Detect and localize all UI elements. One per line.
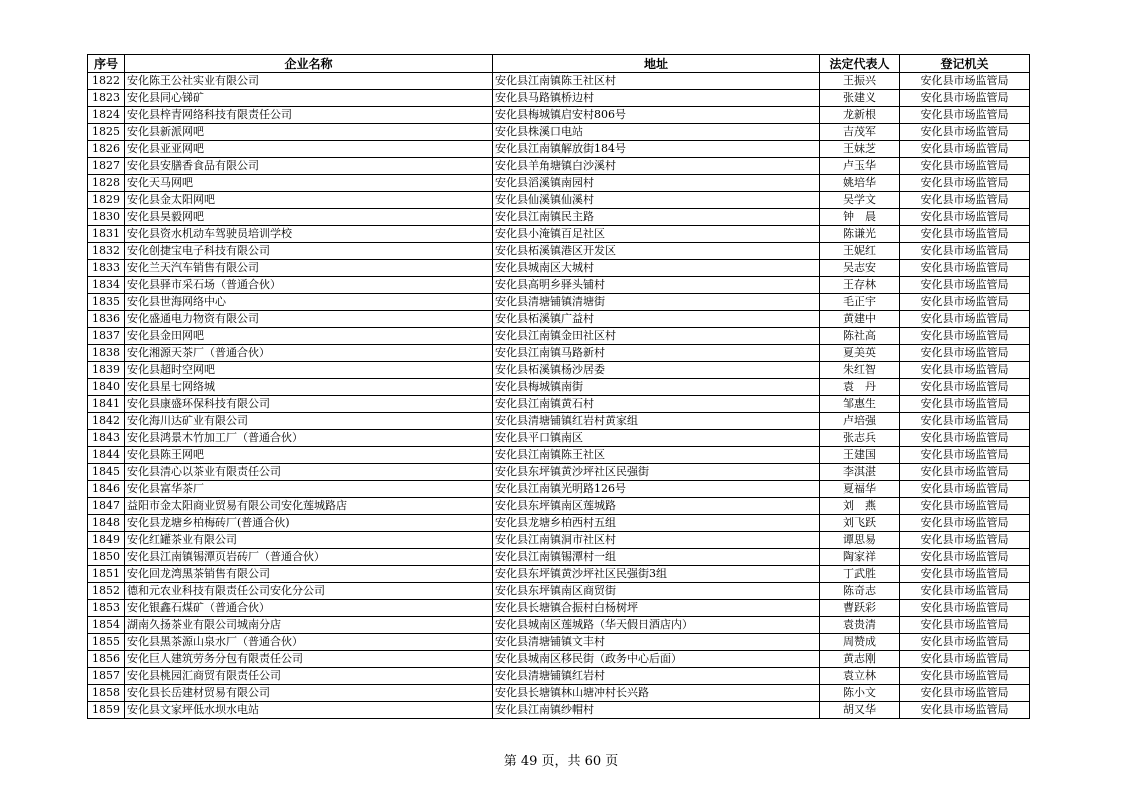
- table-row: [88, 566, 1030, 583]
- legal-representative-cell: 刘飞跃: [820, 515, 900, 532]
- registration-authority-cell: 安化县市场监管局: [900, 651, 1030, 668]
- table-row: [88, 583, 1030, 600]
- address-cell: 安化县江南镇民主路: [493, 209, 820, 226]
- enterprise-name-cell: 安化县陈王网吧: [125, 447, 493, 464]
- enterprise-name-cell: 安化县驿市采石场（普通合伙）: [125, 277, 493, 294]
- address-cell: 安化县江南镇锡潭村一组: [493, 549, 820, 566]
- enterprise-name-cell: 湖南久扬茶业有限公司城南分店: [125, 617, 493, 634]
- legal-representative-cell: 卢培强: [820, 413, 900, 430]
- registration-authority-cell: 安化县市场监管局: [900, 634, 1030, 651]
- enterprise-name-cell: 安化县梓青网络科技有限责任公司: [125, 107, 493, 124]
- address-cell: 安化县株溪口电站: [493, 124, 820, 141]
- address-cell: 安化县江南镇马路新村: [493, 345, 820, 362]
- row-number-cell: 1838: [88, 345, 125, 362]
- row-number-cell: 1833: [88, 260, 125, 277]
- row-number-cell: 1848: [88, 515, 125, 532]
- registration-authority-cell: 安化县市场监管局: [900, 464, 1030, 481]
- address-cell: 安化县清塘铺镇红岩村: [493, 668, 820, 685]
- registration-authority-cell: 安化县市场监管局: [900, 294, 1030, 311]
- row-number-cell: 1853: [88, 600, 125, 617]
- legal-representative-cell: 李淇湛: [820, 464, 900, 481]
- address-cell: 安化县仙溪镇仙溪村: [493, 192, 820, 209]
- table-row: [88, 226, 1030, 243]
- address-cell: 安化县城南区莲城路（华天假日酒店内）: [493, 617, 820, 634]
- row-number-cell: 1851: [88, 566, 125, 583]
- table-row: [88, 634, 1030, 651]
- legal-representative-cell: 刘 燕: [820, 498, 900, 515]
- table-row: [88, 141, 1030, 158]
- address-cell: 安化县滔溪镇南园村: [493, 175, 820, 192]
- header-rep: 法定代表人: [820, 55, 900, 73]
- row-number-cell: 1828: [88, 175, 125, 192]
- legal-representative-cell: 黄志刚: [820, 651, 900, 668]
- table-row: [88, 379, 1030, 396]
- table-row: [88, 396, 1030, 413]
- row-number-cell: 1822: [88, 73, 125, 90]
- registration-authority-cell: 安化县市场监管局: [900, 175, 1030, 192]
- enterprise-name-cell: 安化县江南镇锡潭页岩砖厂（普通合伙）: [125, 549, 493, 566]
- registration-authority-cell: 安化县市场监管局: [900, 600, 1030, 617]
- table-row: [88, 515, 1030, 532]
- legal-representative-cell: 丁武胜: [820, 566, 900, 583]
- registration-authority-cell: 安化县市场监管局: [900, 617, 1030, 634]
- legal-representative-cell: 王建国: [820, 447, 900, 464]
- table-row: [88, 685, 1030, 702]
- table-row: [88, 481, 1030, 498]
- registration-authority-cell: 安化县市场监管局: [900, 192, 1030, 209]
- legal-representative-cell: 夏美英: [820, 345, 900, 362]
- legal-representative-cell: 袁 丹: [820, 379, 900, 396]
- row-number-cell: 1823: [88, 90, 125, 107]
- address-cell: 安化县江南镇洞市社区村: [493, 532, 820, 549]
- address-cell: 安化县清塘铺镇红岩村黄家组: [493, 413, 820, 430]
- row-number-cell: 1855: [88, 634, 125, 651]
- table-row: [88, 532, 1030, 549]
- registration-authority-cell: 安化县市场监管局: [900, 107, 1030, 124]
- legal-representative-cell: 毛正宇: [820, 294, 900, 311]
- legal-representative-cell: 张志兵: [820, 430, 900, 447]
- registration-authority-cell: 安化县市场监管局: [900, 379, 1030, 396]
- address-cell: 安化县城南区移民街（政务中心后面）: [493, 651, 820, 668]
- registration-authority-cell: 安化县市场监管局: [900, 362, 1030, 379]
- address-cell: 安化县东坪镇南区商贸街: [493, 583, 820, 600]
- row-number-cell: 1843: [88, 430, 125, 447]
- address-cell: 安化县平口镇南区: [493, 430, 820, 447]
- row-number-cell: 1847: [88, 498, 125, 515]
- table-row: [88, 90, 1030, 107]
- row-number-cell: 1841: [88, 396, 125, 413]
- enterprise-name-cell: 安化陈王公社实业有限公司: [125, 73, 493, 90]
- table-row: [88, 107, 1030, 124]
- address-cell: 安化县柘溪镇港区开发区: [493, 243, 820, 260]
- enterprise-name-cell: 安化县金田网吧: [125, 328, 493, 345]
- address-cell: 安化县东坪镇南区莲城路: [493, 498, 820, 515]
- row-number-cell: 1829: [88, 192, 125, 209]
- registration-authority-cell: 安化县市场监管局: [900, 311, 1030, 328]
- address-cell: 安化县羊角塘镇白沙溪村: [493, 158, 820, 175]
- table-row: [88, 294, 1030, 311]
- legal-representative-cell: 卢玉华: [820, 158, 900, 175]
- table-row: [88, 413, 1030, 430]
- address-cell: 安化县江南镇金田社区村: [493, 328, 820, 345]
- table-row: [88, 328, 1030, 345]
- enterprise-name-cell: 安化县黑茶源山泉水厂（普通合伙）: [125, 634, 493, 651]
- table-row: [88, 311, 1030, 328]
- address-cell: 安化县高明乡驿头铺村: [493, 277, 820, 294]
- table-row: [88, 549, 1030, 566]
- row-number-cell: 1852: [88, 583, 125, 600]
- address-cell: 安化县马路镇桥边村: [493, 90, 820, 107]
- row-number-cell: 1859: [88, 702, 125, 719]
- enterprise-name-cell: 安化县资水机动车驾驶员培训学校: [125, 226, 493, 243]
- row-number-cell: 1834: [88, 277, 125, 294]
- address-cell: 安化县江南镇纱帽村: [493, 702, 820, 719]
- legal-representative-cell: 王妹芝: [820, 141, 900, 158]
- registration-authority-cell: 安化县市场监管局: [900, 583, 1030, 600]
- legal-representative-cell: 龙新根: [820, 107, 900, 124]
- row-number-cell: 1825: [88, 124, 125, 141]
- enterprise-name-cell: 安化巨人建筑劳务分包有限责任公司: [125, 651, 493, 668]
- enterprise-name-cell: 安化县安膳香食品有限公司: [125, 158, 493, 175]
- address-cell: 安化县东坪镇黄沙坪社区民强街3组: [493, 566, 820, 583]
- legal-representative-cell: 胡又华: [820, 702, 900, 719]
- enterprise-name-cell: 安化县亚亚网吧: [125, 141, 493, 158]
- row-number-cell: 1836: [88, 311, 125, 328]
- enterprise-name-cell: 安化县昊毅网吧: [125, 209, 493, 226]
- row-number-cell: 1849: [88, 532, 125, 549]
- registration-authority-cell: 安化县市场监管局: [900, 277, 1030, 294]
- enterprise-name-cell: 益阳市金太阳商业贸易有限公司安化莲城路店: [125, 498, 493, 515]
- address-cell: 安化县江南镇光明路126号: [493, 481, 820, 498]
- enterprise-name-cell: 安化县富华茶厂: [125, 481, 493, 498]
- enterprise-name-cell: 安化县康盛环保科技有限公司: [125, 396, 493, 413]
- header-name: 企业名称: [125, 55, 493, 73]
- legal-representative-cell: 袁贵清: [820, 617, 900, 634]
- header-authority: 登记机关: [900, 55, 1030, 73]
- enterprise-name-cell: 安化银鑫石煤矿（普通合伙）: [125, 600, 493, 617]
- table-row: [88, 345, 1030, 362]
- legal-representative-cell: 张建义: [820, 90, 900, 107]
- enterprise-name-cell: 安化创捷宝电子科技有限公司: [125, 243, 493, 260]
- row-number-cell: 1831: [88, 226, 125, 243]
- address-cell: 安化县江南镇黄石村: [493, 396, 820, 413]
- legal-representative-cell: 王存林: [820, 277, 900, 294]
- table-row: [88, 362, 1030, 379]
- row-number-cell: 1844: [88, 447, 125, 464]
- address-cell: 安化县清塘铺镇文丰村: [493, 634, 820, 651]
- row-number-cell: 1840: [88, 379, 125, 396]
- legal-representative-cell: 夏福华: [820, 481, 900, 498]
- row-number-cell: 1839: [88, 362, 125, 379]
- enterprise-name-cell: 安化县星七网络城: [125, 379, 493, 396]
- enterprise-name-cell: 安化县文家坪低水坝水电站: [125, 702, 493, 719]
- registration-authority-cell: 安化县市场监管局: [900, 566, 1030, 583]
- legal-representative-cell: 陈小文: [820, 685, 900, 702]
- registration-authority-cell: 安化县市场监管局: [900, 413, 1030, 430]
- address-cell: 安化县江南镇陈王社区: [493, 447, 820, 464]
- row-number-cell: 1856: [88, 651, 125, 668]
- registration-authority-cell: 安化县市场监管局: [900, 328, 1030, 345]
- registration-authority-cell: 安化县市场监管局: [900, 498, 1030, 515]
- legal-representative-cell: 王妮红: [820, 243, 900, 260]
- row-number-cell: 1830: [88, 209, 125, 226]
- legal-representative-cell: 吴学文: [820, 192, 900, 209]
- table-row: [88, 430, 1030, 447]
- row-number-cell: 1824: [88, 107, 125, 124]
- legal-representative-cell: 吉茂军: [820, 124, 900, 141]
- registration-authority-cell: 安化县市场监管局: [900, 668, 1030, 685]
- legal-representative-cell: 谭思易: [820, 532, 900, 549]
- address-cell: 安化县小淹镇百足社区: [493, 226, 820, 243]
- table-header-row: [88, 55, 1030, 73]
- address-cell: 安化县梅城镇南街: [493, 379, 820, 396]
- enterprise-name-cell: 安化海川达矿业有限公司: [125, 413, 493, 430]
- table-row: [88, 447, 1030, 464]
- table-row: [88, 209, 1030, 226]
- registration-authority-cell: 安化县市场监管局: [900, 396, 1030, 413]
- registration-authority-cell: 安化县市场监管局: [900, 549, 1030, 566]
- row-number-cell: 1858: [88, 685, 125, 702]
- table-row: [88, 158, 1030, 175]
- table-row: [88, 73, 1030, 90]
- legal-representative-cell: 钟 晨: [820, 209, 900, 226]
- address-cell: 安化县梅城镇启安村806号: [493, 107, 820, 124]
- legal-representative-cell: 周赞成: [820, 634, 900, 651]
- legal-representative-cell: 曹跃彩: [820, 600, 900, 617]
- legal-representative-cell: 陈社高: [820, 328, 900, 345]
- table-row: [88, 243, 1030, 260]
- table-row: [88, 617, 1030, 634]
- registration-authority-cell: 安化县市场监管局: [900, 243, 1030, 260]
- address-cell: 安化县柘溪镇杨沙居委: [493, 362, 820, 379]
- legal-representative-cell: 陶家祥: [820, 549, 900, 566]
- page-footer: 第 49 页，共 60 页: [503, 754, 619, 769]
- row-number-cell: 1837: [88, 328, 125, 345]
- enterprise-name-cell: 安化县清心以茶业有限责任公司: [125, 464, 493, 481]
- registration-authority-cell: 安化县市场监管局: [900, 73, 1030, 90]
- table-row: [88, 651, 1030, 668]
- header-no: 序号: [88, 55, 125, 73]
- enterprise-name-cell: 安化县世海网络中心: [125, 294, 493, 311]
- address-cell: 安化县龙塘乡柏西村五组: [493, 515, 820, 532]
- registration-authority-cell: 安化县市场监管局: [900, 532, 1030, 549]
- table-row: [88, 668, 1030, 685]
- registration-authority-cell: 安化县市场监管局: [900, 430, 1030, 447]
- legal-representative-cell: 吴志安: [820, 260, 900, 277]
- address-cell: 安化县城南区大城村: [493, 260, 820, 277]
- registration-authority-cell: 安化县市场监管局: [900, 685, 1030, 702]
- row-number-cell: 1850: [88, 549, 125, 566]
- table-row: [88, 464, 1030, 481]
- enterprise-name-cell: 安化盛通电力物资有限公司: [125, 311, 493, 328]
- enterprise-name-cell: 安化县桃园汇商贸有限责任公司: [125, 668, 493, 685]
- legal-representative-cell: 陈谦光: [820, 226, 900, 243]
- enterprise-registry-table: [87, 54, 1030, 719]
- enterprise-name-cell: 安化红罐茶业有限公司: [125, 532, 493, 549]
- header-address: 地址: [493, 55, 820, 73]
- row-number-cell: 1842: [88, 413, 125, 430]
- row-number-cell: 1857: [88, 668, 125, 685]
- enterprise-name-cell: 安化县长岳建材贸易有限公司: [125, 685, 493, 702]
- legal-representative-cell: 朱红智: [820, 362, 900, 379]
- registration-authority-cell: 安化县市场监管局: [900, 447, 1030, 464]
- row-number-cell: 1846: [88, 481, 125, 498]
- row-number-cell: 1827: [88, 158, 125, 175]
- table-row: [88, 260, 1030, 277]
- address-cell: 安化县长塘镇合振村白杨树坪: [493, 600, 820, 617]
- registration-authority-cell: 安化县市场监管局: [900, 90, 1030, 107]
- legal-representative-cell: 黄建中: [820, 311, 900, 328]
- registration-authority-cell: 安化县市场监管局: [900, 481, 1030, 498]
- address-cell: 安化县柘溪镇广益村: [493, 311, 820, 328]
- enterprise-name-cell: 德和元农业科技有限责任公司安化分公司: [125, 583, 493, 600]
- address-cell: 安化县东坪镇黄沙坪社区民强街: [493, 464, 820, 481]
- legal-representative-cell: 王振兴: [820, 73, 900, 90]
- legal-representative-cell: 邹惠生: [820, 396, 900, 413]
- row-number-cell: 1832: [88, 243, 125, 260]
- address-cell: 安化县江南镇解放街184号: [493, 141, 820, 158]
- table-row: [88, 192, 1030, 209]
- table-row: [88, 175, 1030, 192]
- address-cell: 安化县清塘铺镇清塘街: [493, 294, 820, 311]
- registration-authority-cell: 安化县市场监管局: [900, 515, 1030, 532]
- address-cell: 安化县江南镇陈王社区村: [493, 73, 820, 90]
- enterprise-name-cell: 安化县龙塘乡柏梅砖厂(普通合伙): [125, 515, 493, 532]
- enterprise-name-cell: 安化兰天汽车销售有限公司: [125, 260, 493, 277]
- enterprise-name-cell: 安化湘源天茶厂（普通合伙）: [125, 345, 493, 362]
- table-row: [88, 498, 1030, 515]
- registration-authority-cell: 安化县市场监管局: [900, 209, 1030, 226]
- table-body: [88, 73, 1030, 719]
- registration-authority-cell: 安化县市场监管局: [900, 260, 1030, 277]
- enterprise-name-cell: 安化县同心锑矿: [125, 90, 493, 107]
- enterprise-name-cell: 安化回龙湾黑茶销售有限公司: [125, 566, 493, 583]
- address-cell: 安化县长塘镇林山塘冲村长兴路: [493, 685, 820, 702]
- enterprise-name-cell: 安化县金太阳网吧: [125, 192, 493, 209]
- enterprise-name-cell: 安化县鸿景木竹加工厂（普通合伙）: [125, 430, 493, 447]
- enterprise-name-cell: 安化县超时空网吧: [125, 362, 493, 379]
- row-number-cell: 1826: [88, 141, 125, 158]
- enterprise-name-cell: 安化天马网吧: [125, 175, 493, 192]
- registration-authority-cell: 安化县市场监管局: [900, 702, 1030, 719]
- row-number-cell: 1854: [88, 617, 125, 634]
- registration-authority-cell: 安化县市场监管局: [900, 124, 1030, 141]
- registration-authority-cell: 安化县市场监管局: [900, 345, 1030, 362]
- table-row: [88, 124, 1030, 141]
- registration-authority-cell: 安化县市场监管局: [900, 226, 1030, 243]
- legal-representative-cell: 袁立林: [820, 668, 900, 685]
- legal-representative-cell: 姚培华: [820, 175, 900, 192]
- registration-authority-cell: 安化县市场监管局: [900, 141, 1030, 158]
- table-row: [88, 702, 1030, 719]
- table-row: [88, 600, 1030, 617]
- legal-representative-cell: 陈奇志: [820, 583, 900, 600]
- registration-authority-cell: 安化县市场监管局: [900, 158, 1030, 175]
- enterprise-name-cell: 安化县新派网吧: [125, 124, 493, 141]
- row-number-cell: 1845: [88, 464, 125, 481]
- row-number-cell: 1835: [88, 294, 125, 311]
- table-row: [88, 277, 1030, 294]
